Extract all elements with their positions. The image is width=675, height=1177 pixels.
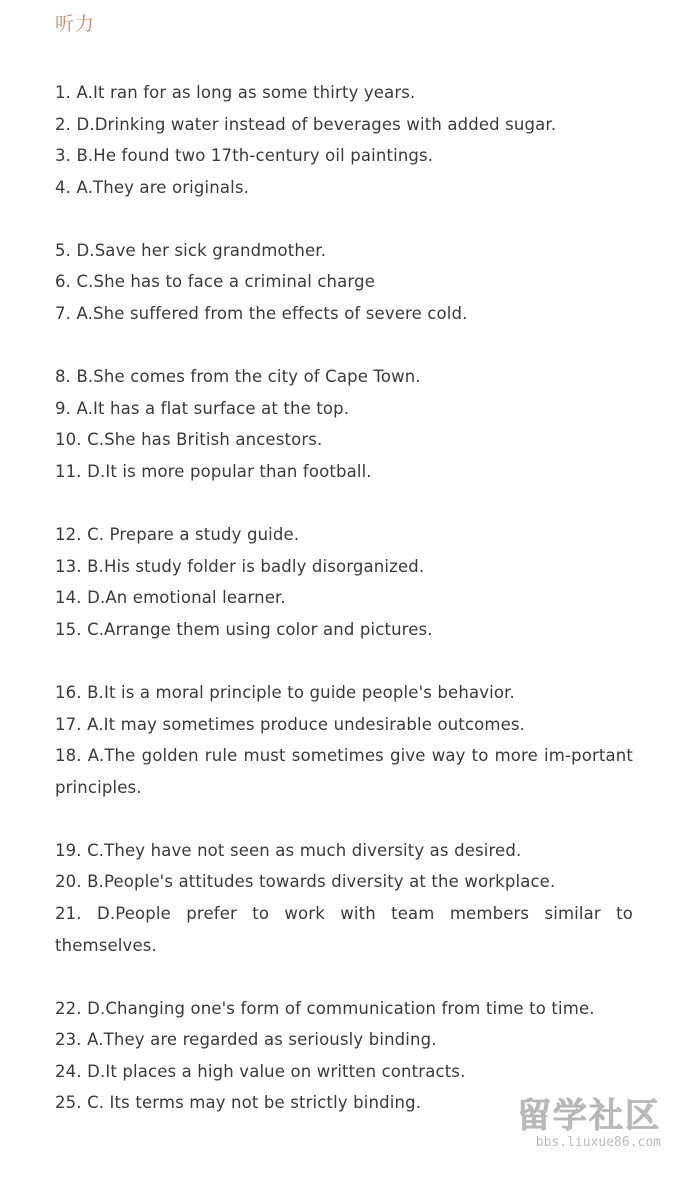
section-heading: 听力: [55, 13, 96, 35]
answer-item: 22. D.Changing one's form of communication from time to time.: [55, 998, 595, 1018]
answer-item: 9. A.It has a flat surface at the top.: [55, 398, 350, 418]
answer-group-1: [55, 77, 633, 203]
answer-group-5: [55, 677, 633, 803]
watermark-url: bbs.liuxue86.com: [535, 1135, 661, 1150]
answer-group-3: [55, 361, 633, 487]
answer-item: 12. C. Prepare a study guide.: [55, 525, 300, 545]
answer-item: 15. C.Arrange them using color and pictures.: [55, 619, 433, 639]
answer-group-2: [55, 235, 633, 330]
answer-item: 21. D.People prefer to work with team members similar to themselves.: [55, 903, 633, 955]
answer-item: 23. A.They are regarded as seriously binding.: [55, 1030, 437, 1050]
answer-item: 16. B.It is a moral principle to guide people's behavior.: [55, 682, 515, 702]
answer-item: 5. D.Save her sick grandmother.: [55, 240, 327, 260]
answer-item: 10. C.She has British ancestors.: [55, 430, 323, 450]
answer-item: 18. A.The golden rule must sometimes give way to more im-portant principles.: [55, 746, 633, 797]
answer-item: 1. A.It ran for as long as some thirty years.: [55, 83, 416, 102]
answer-item: 4. A.They are originals.: [55, 177, 249, 197]
answer-group-4: [55, 519, 633, 645]
answer-item: 8. B.She comes from the city of Cape Town.: [55, 367, 421, 387]
answer-group-7: [55, 993, 633, 1119]
answer-item: 25. C. Its terms may not be strictly binding.: [55, 1093, 422, 1113]
watermark-logo-text: 留学社区: [517, 1096, 661, 1136]
answer-item: 13. B.His study folder is badly disorganized.: [55, 556, 425, 576]
answer-item: 19. C.They have not seen as much diversity as desired.: [55, 840, 522, 860]
answer-item: 24. D.It places a high value on written contracts.: [55, 1061, 466, 1081]
answer-group-6: [55, 835, 633, 961]
answer-item: 11. D.It is more popular than football.: [55, 461, 372, 481]
answer-item: 7. A.She suffered from the effects of severe cold.: [55, 304, 468, 324]
answer-item: 17. A.It may sometimes produce undesirable outcomes.: [55, 714, 526, 734]
answer-item: 14. D.An emotional learner.: [55, 588, 286, 608]
answer-item: 2. D.Drinking water instead of beverages with added sugar.: [55, 114, 557, 134]
answer-item: 3. B.He found two 17th-century oil paintings.: [55, 146, 434, 166]
answer-item: 6. C.She has to face a criminal charge: [55, 272, 375, 292]
answer-item: 20. B.People's attitudes towards diversity at the workplace.: [55, 872, 556, 892]
